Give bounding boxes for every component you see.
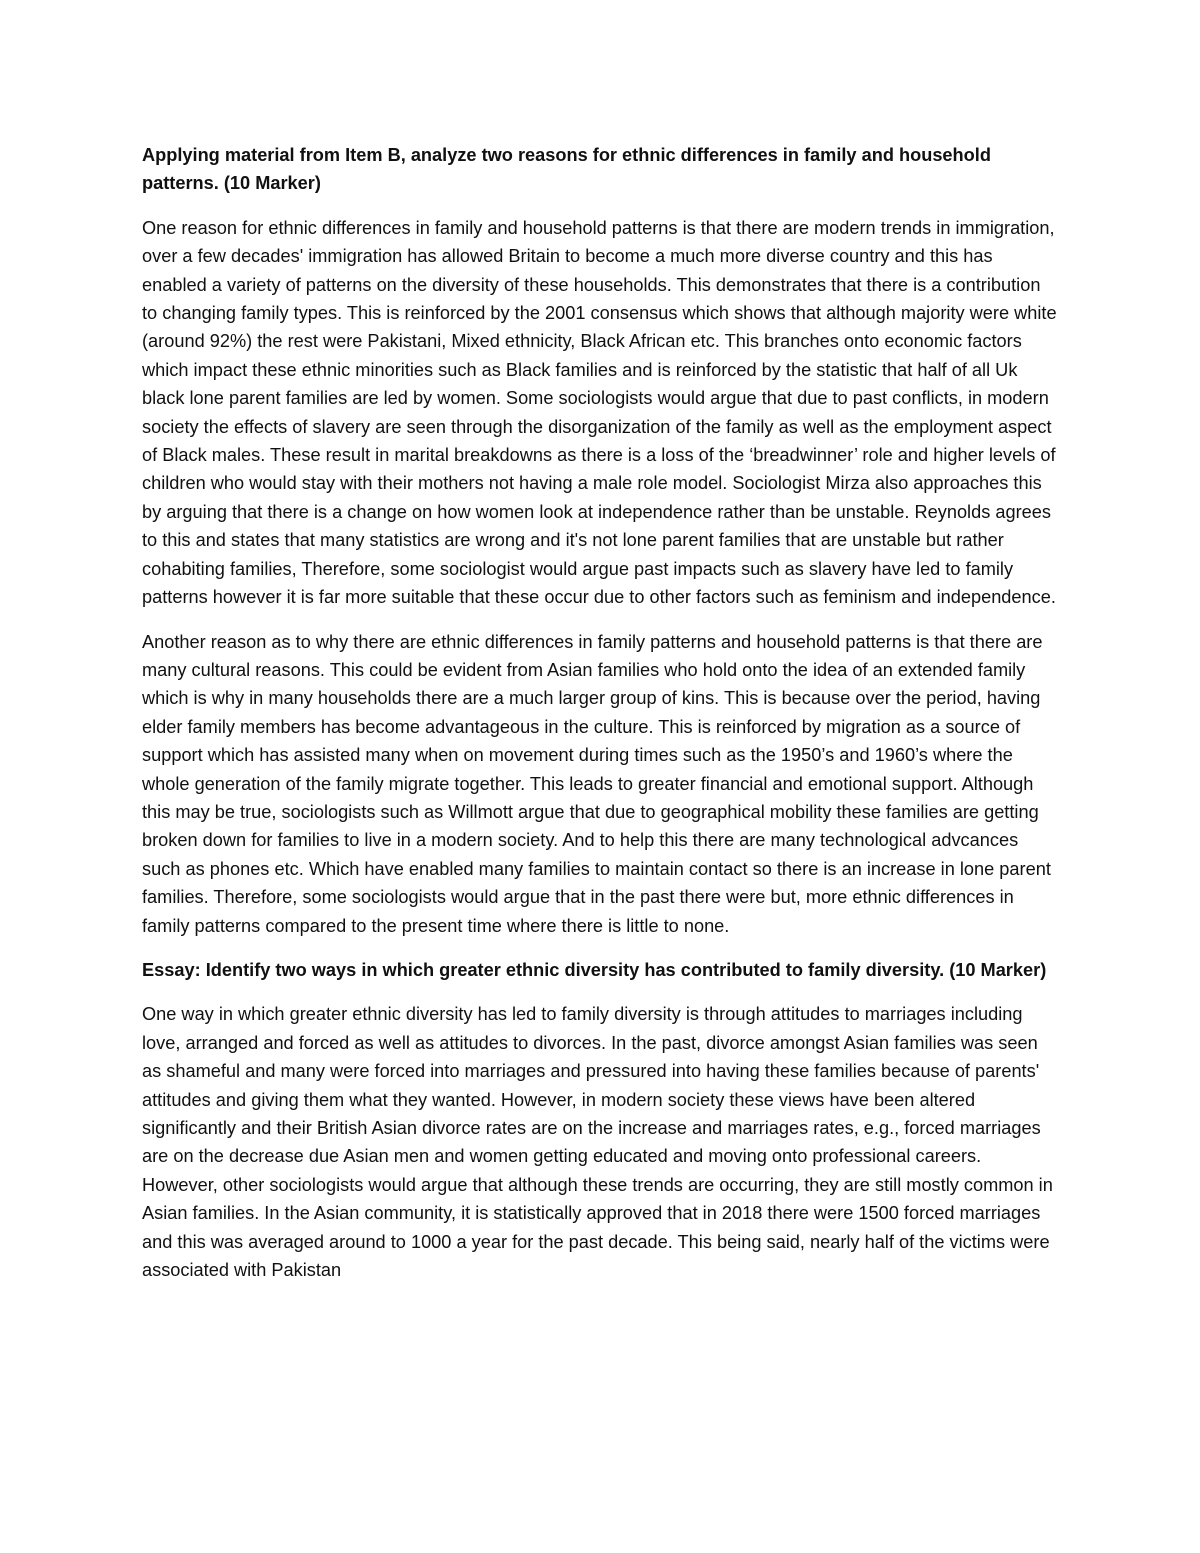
answer-paragraph-2: Another reason as to why there are ethnic differences in family patterns and household patterns is that there are many cultural reasons. This could be evident from Asian families who hold onto the idea of an extended family which is why in many households there are a much larger group of kins. This is because over the period, having elder family members has become advantageous in the culture. This is reinforced by migration as a source of support which has assisted many when on movement during times such as the 1950’s and 1960’s where the whole generation of the family migrate together. This leads to greater financial and emotional support. Although this may be true, sociologists such as Willmott argue that due to geographical mobility these families are getting broken down for families to live in a modern society. And to help this there are many technological advcances such as phones etc. Which have enabled many families to maintain contact so there is an increase in lone parent families. Therefore, some sociologists would argue that in the past there were but, more ethnic differences in family patterns compared to the present time where there is little to none. xyxy=(142,631,1051,936)
answer-paragraph-3: One way in which greater ethnic diversity has led to family diversity is through attitudes to marriages including love, arranged and forced as well as attitudes to divorces. In the past, divorce amongst Asian families was seen as shameful and many were forced into marriages and pressured into having these families because of parents' attitudes and giving them what they wanted. However, in modern society these views have been altered significantly and their British Asian divorce rates are on the increase and marriages rates, e.g., forced marriages are on the decrease due Asian men and women getting educated and moving onto professional careers. However, other sociologists would argue that although these trends are occurring, they are still mostly common in Asian families. In the Asian community, it is statistically approved that in 2018 there were 1500 forced marriages and this was averaged around to 1000 a year for the past decade. This being said, nearly half of the victims were associated with Pakistan xyxy=(142,1004,1053,1281)
answer-paragraph-1: One reason for ethnic differences in family and household patterns is that there are modern trends in immigration, over a few decades' immigration has allowed Britain to become a much more diverse country and this has enabled a variety of patterns on the diversity of these households. This demonstrates that there is a contribution to changing family types. This is reinforced by the 2001 consensus which shows that although majority were white (around 92%) the rest were Pakistani, Mixed ethnicity, Black African etc. This branches onto economic factors which impact these ethnic minorities such as Black families and is reinforced by the statistic that half of all Uk black lone parent families are led by women. Some sociologists would argue that due to past conflicts, in modern society the effects of slavery are seen through the disorganization of the family as well as the employment aspect of Black males. These result in marital breakdowns as there is a loss of the ‘breadwinner’ role and higher levels of children who would stay with their mothers not having a male role model. Sociologist Mirza also approaches this by arguing that there is a change on how women look at independence rather than be unstable. Reynolds agrees to this and states that many statistics are wrong and it's not lone parent families that are unstable but rather cohabiting families, Therefore, some sociologist would argue past impacts such as slavery have led to family patterns however it is far more suitable that these occur due to other factors such as feminism and independence. xyxy=(142,217,1057,608)
question-heading-2: Essay: Identify two ways in which greater ethnic diversity has contributed to family diversity. (10 Marker) xyxy=(142,959,1047,980)
document-body xyxy=(142,141,1058,1284)
question-heading-1: Applying material from Item B, analyze two reasons for ethnic differences in family and household patterns. (10 Marker) xyxy=(142,145,991,194)
